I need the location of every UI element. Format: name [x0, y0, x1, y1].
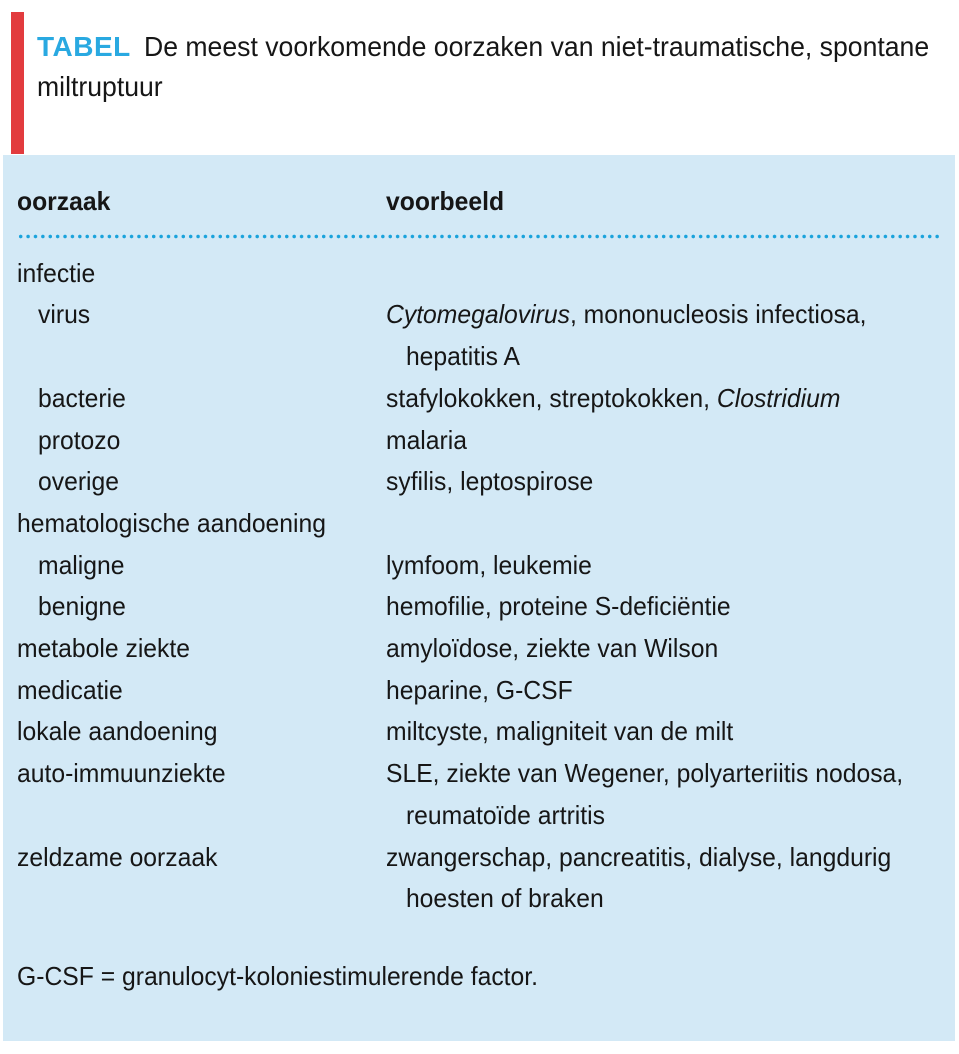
table-row-metabole-ziekte	[17, 628, 941, 670]
dotted-divider	[17, 234, 941, 239]
column-header-oorzaak: oorzaak	[17, 186, 111, 216]
cause-cell: zeldzame oorzaak	[17, 841, 218, 872]
cause-cell: overige	[38, 466, 120, 497]
example-cell: syfilis, leptospirose	[386, 466, 594, 497]
figure-header	[0, 0, 959, 155]
cause-cell: auto-immuunziekte	[17, 758, 226, 789]
table-row-benigne	[17, 586, 941, 628]
example-wrapped-line: hoesten of braken	[405, 883, 604, 914]
cause-cell: maligne	[38, 549, 125, 580]
table-row-protozo	[17, 420, 941, 462]
example-cell: hemofilie, proteine S-deficiëntie	[386, 591, 731, 622]
example-cell	[386, 503, 941, 545]
example-cell	[386, 253, 941, 295]
example-cell: SLE, ziekte van Wegener, polyarteriitis nodosa, reumatoïde artritis	[386, 753, 941, 836]
italic-term: Cytomegalovirus	[386, 299, 570, 330]
example-cell: malaria	[386, 424, 467, 455]
figure-title-line1	[37, 27, 947, 67]
table-row-infectie	[17, 253, 941, 295]
red-accent-bar	[11, 12, 24, 154]
table-kicker: TABEL	[37, 31, 131, 62]
table-panel	[3, 155, 955, 1041]
example-cell: lymfoom, leukemie	[386, 549, 592, 580]
cause-cell: infectie	[17, 257, 96, 288]
example-cell: Cytomegalovirus, mononucleosis infectiosa, hepatitis A	[386, 294, 941, 377]
cause-cell: benigne	[38, 591, 126, 622]
table-body	[17, 253, 941, 920]
table-header-row	[17, 181, 941, 223]
table-row-maligne	[17, 545, 941, 587]
figure-title-text: De meest voorkomende oorzaken van niet-traumatische, spontane	[143, 31, 929, 62]
table-row-hematologisch	[17, 503, 941, 545]
table-row-overige	[17, 461, 941, 503]
column-header-voorbeeld: voorbeeld	[386, 186, 505, 216]
table-row-auto-immuunziekte	[17, 753, 941, 836]
example-wrapped-line: hepatitis A	[405, 341, 520, 372]
example-cell: amyloïdose, ziekte van Wilson	[386, 633, 719, 664]
table-row-zeldzame-oorzaak	[17, 837, 941, 920]
cause-cell: hematologische aandoening	[17, 507, 327, 538]
cause-cell: virus	[38, 299, 91, 330]
table-row-bacterie	[17, 378, 941, 420]
example-cell: heparine, G-CSF	[386, 674, 573, 705]
italic-term: Clostridium	[716, 382, 841, 413]
cause-cell: medicatie	[17, 674, 123, 705]
example-cell: stafylokokken, streptokokken, Clostridium	[386, 382, 841, 413]
example-cell: miltcyste, maligniteit van de milt	[386, 716, 734, 747]
table-row-medicatie	[17, 670, 941, 712]
figure-title-line2: miltruptuur	[37, 71, 163, 102]
example-wrapped-line: reumatoïde artritis	[405, 799, 606, 830]
cause-cell: lokale aandoening	[17, 716, 218, 747]
cause-cell: protozo	[38, 424, 121, 455]
cause-cell: bacterie	[38, 382, 126, 413]
footnote: G-CSF = granulocyt-koloniestimulerende factor.	[17, 960, 539, 991]
table-row-virus	[17, 294, 941, 377]
example-cell: zwangerschap, pancreatitis, dialyse, langdurig hoesten of braken	[386, 837, 941, 920]
table-row-lokale-aandoening	[17, 711, 941, 753]
cause-cell: metabole ziekte	[17, 633, 191, 664]
